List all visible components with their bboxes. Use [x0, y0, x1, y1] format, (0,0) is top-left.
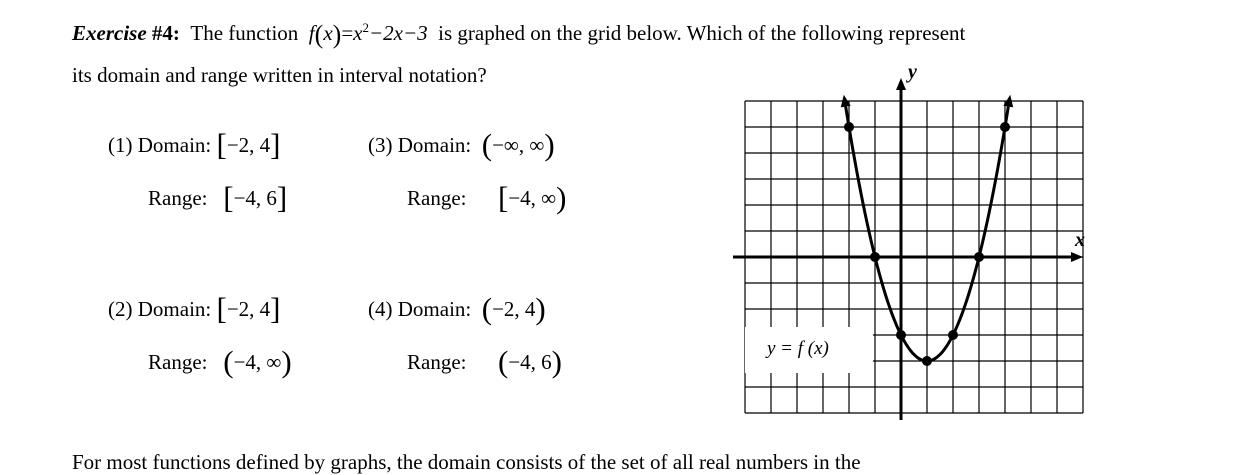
choice-3-domain: (3) Domain: (−∞, ∞)	[368, 127, 555, 162]
curve-label: y = f (x)	[767, 338, 829, 359]
question-line-1	[72, 20, 966, 49]
question-line-2: its domain and range written in interval notation?	[72, 63, 487, 87]
choice-1-range: Range: [−4, 6]	[148, 180, 288, 215]
function-expression: $f(x)=x^2-2x-3$	[308, 20, 428, 49]
exercise-label: Exercise	[72, 21, 147, 45]
curve-point	[922, 356, 932, 366]
parabola-graph	[725, 58, 1095, 423]
curve-point	[844, 122, 854, 132]
x-axis-arrow	[1071, 252, 1083, 262]
choice-2-range: Range: (−4, ∞)	[148, 344, 292, 379]
choice-1-domain: (1) Domain: [−2, 4]	[108, 127, 281, 162]
cutoff-text: For most functions defined by graphs, the domain consists of the set of all real numbers in the	[72, 450, 861, 474]
curve-point	[896, 330, 906, 340]
curve-point	[870, 252, 880, 262]
y-axis-label: y	[908, 61, 917, 83]
y-axis-arrow	[896, 78, 906, 90]
curve-point	[1000, 122, 1010, 132]
question-text-before: The function	[190, 21, 299, 45]
choice-4-domain: (4) Domain: (−2, 4)	[368, 291, 546, 326]
x-axis-label: x	[1075, 229, 1085, 251]
choice-2-domain: (2) Domain: [−2, 4]	[108, 291, 281, 326]
exercise-number: #4:	[151, 21, 180, 45]
question-text-after: is graphed on the grid below. Which of the following represent	[438, 21, 966, 45]
curve-point	[974, 252, 984, 262]
choice-4-range: Range: (−4, 6)	[407, 344, 562, 379]
choice-3-range: Range: [−4, ∞)	[407, 180, 567, 215]
curve-point	[948, 330, 958, 340]
